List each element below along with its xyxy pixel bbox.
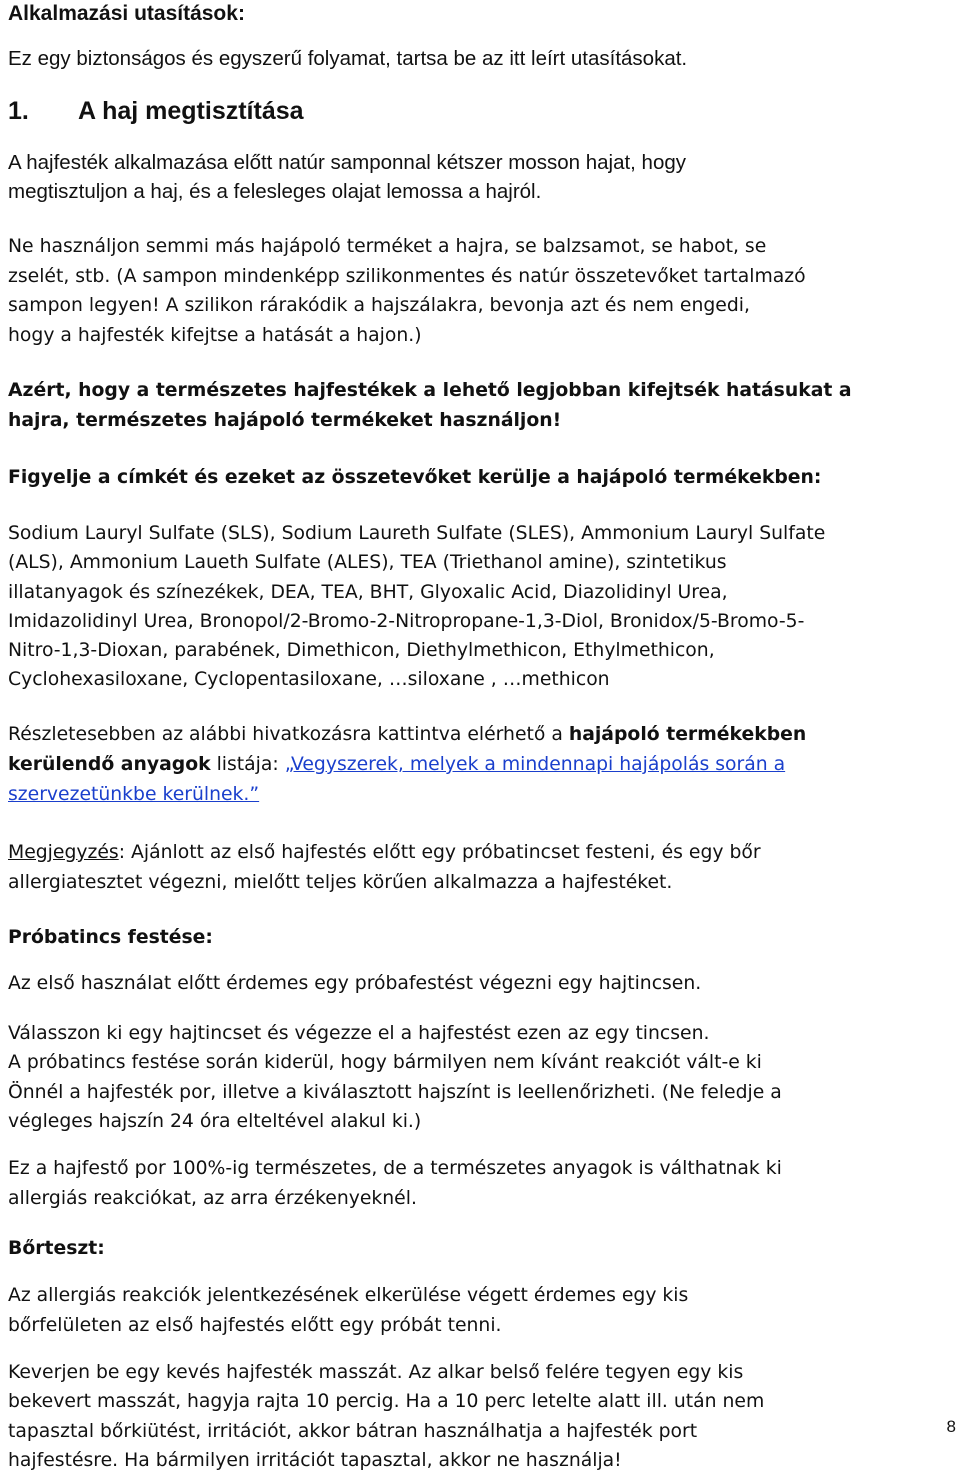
paragraph-line [8,780,954,810]
paragraph-line: Ez a hajfestő por 100%-ig természetes, de a természetes anyagok is válthatnak ki [8,1158,782,1179]
note-label: Megjegyzés [8,842,119,863]
paragraph-line: bőrfelületen az első hajfestés előtt egy próbát tenni. [8,1315,502,1336]
paragraph-line: Az allergiás reakciók jelentkezésének elkerülése végett érdemes egy kis [8,1285,689,1306]
no-other-products-paragraph [8,232,954,350]
more-info-paragraph [8,720,954,810]
paragraph-line: illatanyagok és színezékek, DEA, TEA, BHT, Glyoxalic Acid, Diazolidinyl Urea, [8,581,728,603]
ingredients-list [8,519,954,695]
paragraph-line: Válasszon ki egy hajtincset és végezze el a hajfestést ezen az egy tincsen. [8,1023,710,1044]
ingredients-heading: Figyelje a címkét és ezeket az összetevőket kerülje a hajápoló termékekben: [8,467,822,488]
paragraph-line: Cyclohexasiloxane, Cyclopentasiloxane, …siloxane , …methicon [8,669,610,691]
paragraph-line: A próbatincs festése során kiderül, hogy bármilyen nem kívánt reakciót vált-e ki [8,1052,762,1074]
paragraph-line: A hajfesték alkalmazása előtt natúr samponnal kétszer mosson hajat, hogy [8,151,687,174]
section-number: 1. [8,97,29,125]
paragraph-line [8,750,954,780]
washing-paragraph [8,148,954,206]
page-number: 8 [946,1417,956,1436]
intro-paragraph: Ez egy biztonságos és egyszerű folyamat, tartsa be az itt leírt utasításokat. [8,47,688,70]
instructions-heading: Alkalmazási utasítások: [8,2,245,25]
chemicals-article-link[interactable]: „Vegyszerek, melyek a mindennapi hajápolás során a [284,754,786,775]
paragraph-line: Keverjen be egy kevés hajfesték masszát. Az alkar belső felére tegyen egy kis [8,1362,744,1383]
paragraph-line: Nitro-1,3-Dioxan, parabének, Dimethicon, Diethylmethicon, Ethylmethicon, [8,640,715,662]
paragraph-line: Ne használjon semmi más hajápoló terméket a hajra, se balzsamot, se habot, se [8,236,767,257]
paragraph-line: tapasztal bőrkiütést, irritációt, akkor bátran használhatja a hajfesték port [8,1420,698,1442]
bold-text: kerülendő anyagok [8,754,211,775]
paragraph-line: hajfestésre. Ha bármilyen irritációt tapasztal, akkor ne használja! [8,1449,622,1471]
skin-test-heading: Bőrteszt: [8,1238,105,1259]
paragraph-line: zselét, stb. (A sampon mindenképp szilikonmentes és natúr összetevőket tartalmazó [8,265,806,287]
strand-test-intro: Az első használat előtt érdemes egy próbafestést végezni egy hajtincsen. [8,973,702,994]
paragraph-line: Önnél a hajfesték por, illetve a kiválasztott hajszínt is leellenőrizheti. (Ne feledje a [8,1081,782,1103]
text-run: listája: [210,754,285,775]
paragraph-line [8,720,954,750]
chemicals-article-link-continued[interactable]: szervezetünkbe kerülnek.” [8,784,260,805]
paragraph-line: Sodium Lauryl Sulfate (SLS), Sodium Laureth Sulfate (SLES), Ammonium Lauryl Sulfate [8,523,826,544]
paragraph-line [8,838,954,868]
text-run: Részletesebben az alábbi hivatkozásra kattintva elérhető a [8,724,569,745]
strand-test-heading: Próbatincs festése: [8,927,213,948]
strand-test-paragraph [8,1019,954,1136]
skin-test-intro [8,1281,954,1341]
paragraph-line: Imidazolidinyl Urea, Bronopol/2-Bromo-2-Nitropropane-1,3-Diol, Bronidox/5-Bromo-5- [8,610,805,632]
bold-text: hajápoló termékekben [568,724,807,745]
paragraph-line: végleges hajszín 24 óra elteltével alakul ki.) [8,1110,422,1132]
paragraph-line: (ALS), Ammonium Laueth Sulfate (ALES), TEA (Triethanol amine), szintetikus [8,552,727,574]
skin-test-paragraph [8,1358,920,1475]
paragraph-line: allergiás reakciókat, az arra érzékenyeknél. [8,1188,417,1209]
paragraph-line: megtisztuljon a haj, és a felesleges olajat lemossa a hajról. [8,180,542,203]
paragraph-line: Azért, hogy a természetes hajfestékek a lehető legjobban kifejtsék hatásukat a [8,380,852,401]
note-paragraph [8,838,954,897]
natural-products-note [8,376,954,436]
text-run: : Ajánlott az első hajfestés előtt egy próbatincset festeni, és egy bőr [118,842,761,863]
paragraph-line: bekevert masszát, hagyja rajta 10 percig. Ha a 10 perc letelte alatt ill. után nem [8,1391,765,1413]
section-1-heading [8,96,954,126]
paragraph-line: sampon legyen! A szilikon rárakódik a hajszálakra, bevonja azt és nem engedi, [8,295,750,316]
paragraph-line: allergiatesztet végezni, mielőtt teljes körűen alkalmazza a hajfestéket. [8,871,673,893]
paragraph-line: hajra, természetes hajápoló termékeket használjon! [8,410,562,431]
allergy-warning-paragraph [8,1154,954,1214]
section-title: A haj megtisztítása [78,97,304,125]
paragraph-line: hogy a hajfesték kifejtse a hatását a hajon.) [8,324,422,346]
